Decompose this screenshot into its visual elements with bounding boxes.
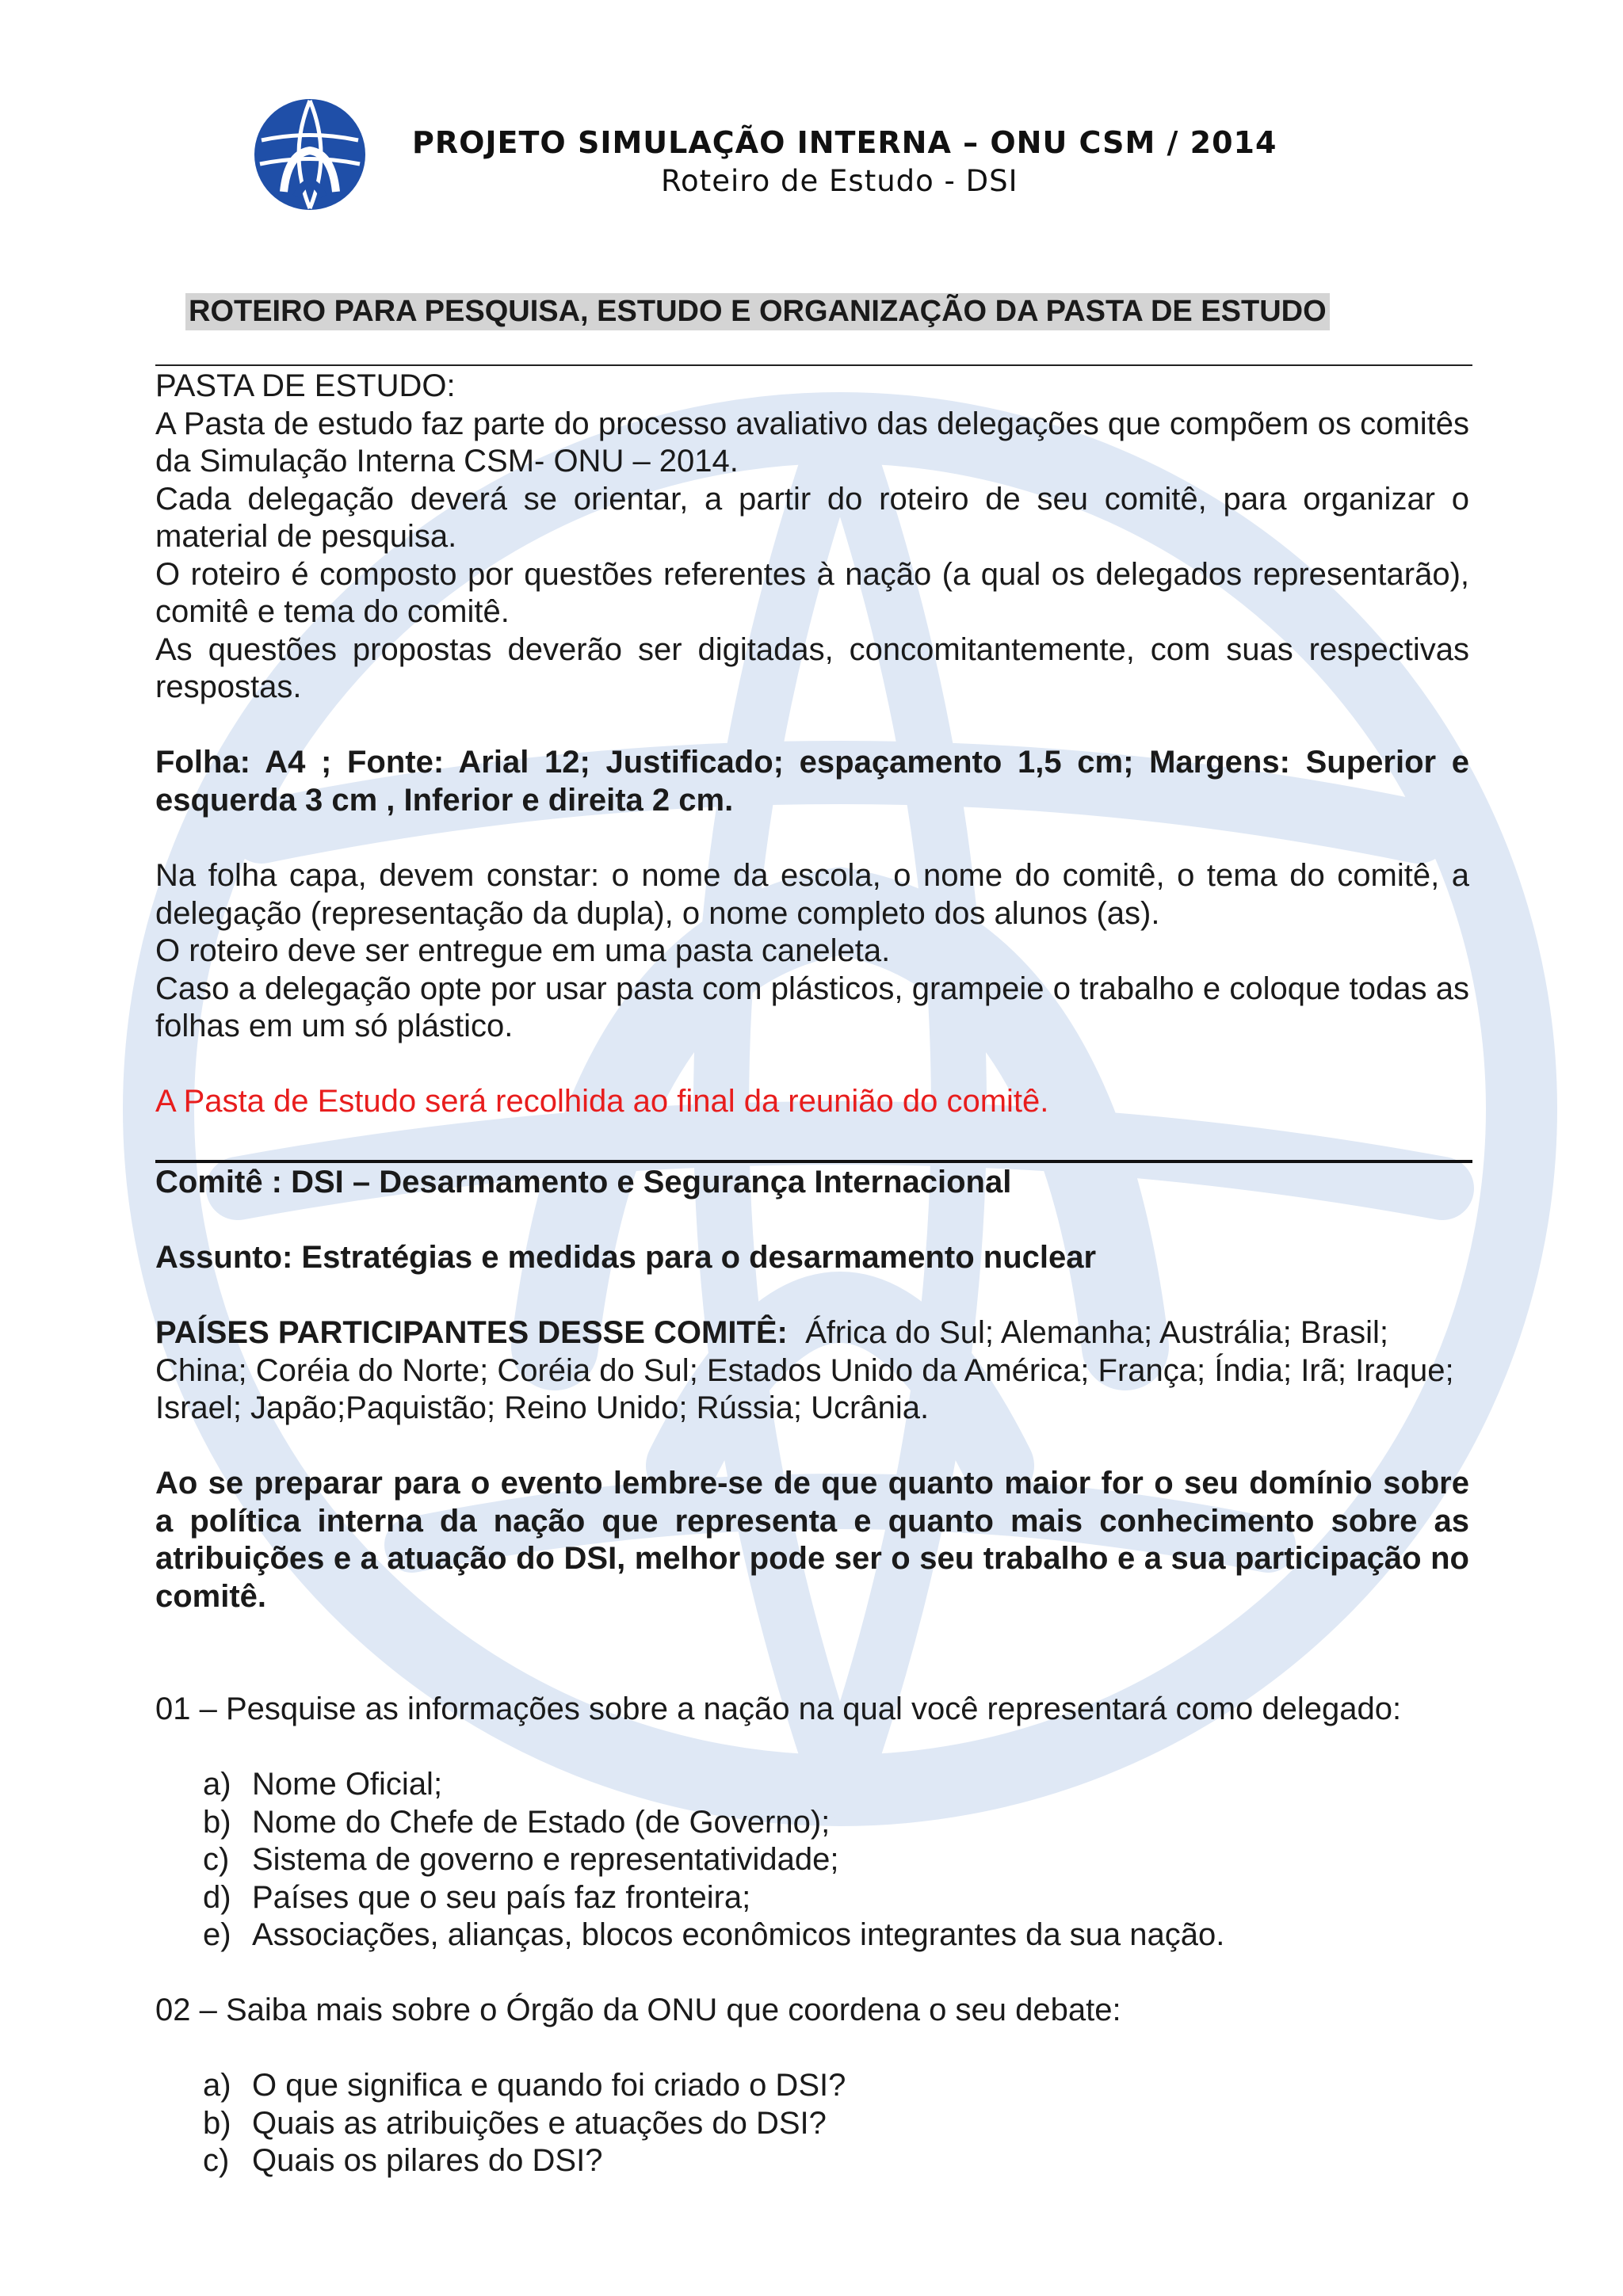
list-marker: b) bbox=[203, 1804, 231, 1840]
committee-subject: Assunto: Estratégias e medidas para o desarmamento nuclear bbox=[155, 1240, 1097, 1275]
committee-section bbox=[155, 1164, 1469, 1202]
header-title: PROJETO SIMULAÇÃO INTERNA – ONU CSM / 2014 bbox=[412, 125, 1277, 160]
page-title: ROTEIRO PARA PESQUISA, ESTUDO E ORGANIZAÇÃO DA PASTA DE ESTUDO bbox=[185, 293, 1330, 330]
countries-list: África do Sul; Alemanha; Austrália; Brasil; China; Coréia do Norte; Coréia do Sul; Estados Unido da América; França; Índia; Irã; Iraque; Israel; Japão;Paquistão; Reino Unido; Rússia; Ucrânia. bbox=[155, 1315, 1454, 1425]
format-note: Folha: A4 ; Fonte: Arial 12; Justificado; espaçamento 1,5 cm; Margens: Superior e esquerda 3 cm , Inferior e direita 2 cm. bbox=[155, 745, 1469, 818]
list-item-text: Países que o seu país faz fronteira; bbox=[252, 1879, 751, 1915]
list-item-text: Sistema de governo e representatividade; bbox=[252, 1842, 839, 1877]
intro-paragraph: As questões propostas deverão ser digitadas, concomitantemente, com suas respectivas respostas. bbox=[155, 631, 1469, 704]
list-item-text: O que significa e quando foi criado o DSI? bbox=[252, 2068, 846, 2103]
intro-paragraph: Cada delegação deverá se orientar, a partir do roteiro de seu comitê, para organizar o material de pesquisa. bbox=[155, 481, 1469, 554]
cover-instructions-section bbox=[155, 857, 1469, 1046]
list-item bbox=[203, 2142, 1439, 2180]
countries-section bbox=[155, 1314, 1469, 1428]
list-item-text: Nome Oficial; bbox=[252, 1767, 443, 1802]
list-marker: c) bbox=[203, 1842, 230, 1877]
list-marker: d) bbox=[203, 1879, 231, 1915]
list-marker: b) bbox=[203, 2105, 231, 2141]
list-marker: a) bbox=[203, 2068, 231, 2103]
question-02 bbox=[155, 1992, 1469, 2030]
list-marker: e) bbox=[203, 1917, 231, 1952]
list-item bbox=[203, 1804, 1439, 1842]
question-text: 01 – Pesquise as informações sobre a nação na qual você representará como delegado: bbox=[155, 1691, 1402, 1726]
list-marker: a) bbox=[203, 1767, 231, 1802]
question-02-list bbox=[203, 2067, 1439, 2180]
list-item bbox=[203, 1766, 1439, 1804]
advice-section bbox=[155, 1465, 1469, 1615]
question-text: 02 – Saiba mais sobre o Órgão da ONU que coordena o seu debate: bbox=[155, 1993, 1121, 2027]
header-subtitle: Roteiro de Estudo - DSI bbox=[661, 164, 1018, 198]
list-item bbox=[203, 2105, 1439, 2143]
list-item bbox=[203, 1879, 1439, 1917]
warning-section bbox=[155, 1083, 1469, 1121]
list-item bbox=[203, 1917, 1439, 1955]
question-01-list bbox=[203, 1766, 1439, 1955]
question-01 bbox=[155, 1691, 1469, 1729]
cover-instruction: O roteiro deve ser entregue em uma pasta caneleta. bbox=[155, 933, 891, 968]
format-note-section bbox=[155, 744, 1469, 819]
list-item-text: Quais as atribuições e atuações do DSI? bbox=[252, 2105, 827, 2141]
list-item-text: Nome do Chefe de Estado (de Governo); bbox=[252, 1804, 831, 1840]
intro-heading: PASTA DE ESTUDO: bbox=[155, 368, 456, 403]
divider bbox=[155, 364, 1472, 366]
warning-text: A Pasta de Estudo será recolhida ao final da reunião do comitê. bbox=[155, 1084, 1049, 1119]
divider bbox=[155, 1160, 1472, 1163]
intro-section bbox=[155, 368, 1469, 707]
list-marker: c) bbox=[203, 2143, 230, 2178]
cover-instruction: Na folha capa, devem constar: o nome da escola, o nome do comitê, o tema do comitê, a delegação (representação da dupla), o nome completo dos alunos (as). bbox=[155, 858, 1469, 931]
list-item bbox=[203, 2067, 1439, 2105]
cover-instruction: Caso a delegação opte por usar pasta com plásticos, grampeie o trabalho e coloque todas as folhas em um só plástico. bbox=[155, 971, 1469, 1043]
csm-globe-logo-icon bbox=[252, 97, 368, 212]
intro-paragraph: A Pasta de estudo faz parte do processo avaliativo das delegações que compõem os comitês da Simulação Interna CSM- ONU – 2014. bbox=[155, 406, 1469, 479]
list-item-text: Quais os pilares do DSI? bbox=[252, 2143, 603, 2178]
list-item bbox=[203, 1841, 1439, 1879]
countries-label: PAÍSES PARTICIPANTES DESSE COMITÊ: bbox=[155, 1315, 788, 1350]
subject-section bbox=[155, 1239, 1469, 1277]
advice-text: Ao se preparar para o evento lembre-se de que quanto maior for o seu domínio sobre a política interna da nação que representa e quanto mais conhecimento sobre as atribuições e a atuação do DSI, melhor pode ser o seu trabalho e a sua participação no comitê. bbox=[155, 1466, 1469, 1614]
list-item-text: Associações, alianças, blocos econômicos integrantes da sua nação. bbox=[252, 1917, 1225, 1952]
committee-name: Comitê : DSI – Desarmamento e Segurança Internacional bbox=[155, 1165, 1012, 1199]
intro-paragraph: O roteiro é composto por questões referentes à nação (a qual os delegados representarão), comitê e tema do comitê. bbox=[155, 556, 1469, 629]
